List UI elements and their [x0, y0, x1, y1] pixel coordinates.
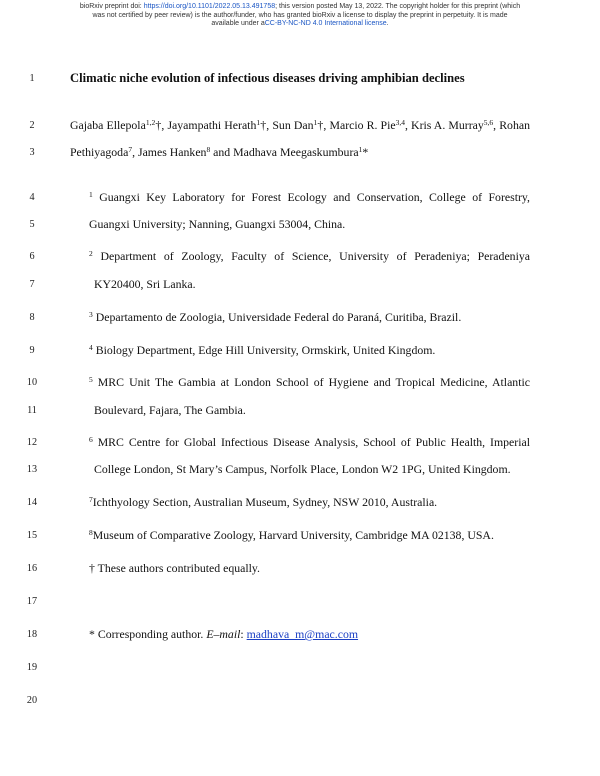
paper-title: Climatic niche evolution of infectious diseases driving amphibian declines [70, 71, 465, 85]
equal-contribution-note: † These authors contributed equally. [89, 561, 261, 575]
line-number: 10 [26, 377, 38, 388]
affiliation-1-cont: Guangxi University; Nanning, Guangxi 53004, China. [89, 217, 346, 231]
line-number: 18 [26, 629, 38, 640]
affiliation-1: $^1$ Guangxi Key Laboratory for Forest Ecology and Conservation, College of Forestry, [89, 190, 530, 204]
line-number: 15 [26, 530, 38, 541]
line-number: 3 [29, 147, 35, 158]
email-link[interactable]: madhava_m@mac.com [246, 627, 359, 641]
header-line-3: available under aCC-BY-NC-ND 4.0 International license. [211, 20, 389, 28]
affiliation-2-cont: KY20400, Sri Lanka. [94, 277, 196, 291]
line-number: 11 [27, 405, 37, 416]
line-number: 14 [26, 497, 38, 508]
header-line-2: was not certified by peer review) is the author/funder, who has granted bioRxiv a license to display the preprint in perpetuity. It is made [92, 11, 508, 19]
line-number: 17 [26, 596, 38, 607]
affiliation-5: $^5$ MRC Unit The Gambia at London School of Hygiene and Tropical Medicine, Atlantic [89, 375, 530, 389]
doi-link[interactable]: https://doi.org/10.1101/2022.05.13.491758 [143, 3, 276, 10]
line-number: 2 [29, 120, 35, 131]
line-number: 20 [26, 695, 38, 706]
line-number: 9 [29, 345, 35, 356]
line-number: 12 [26, 437, 38, 448]
line-number: 1 [29, 73, 35, 84]
affiliation-7: $^7$Ichthyology Section, Australian Museum, Sydney, NSW 2010, Australia. [89, 495, 438, 509]
line-number: 5 [29, 219, 35, 230]
affiliation-3: $^3$ Departamento de Zoologia, Universidade Federal do Paraná, Curitiba, Brazil. [89, 310, 462, 324]
affiliation-6: $^6$ MRC Centre for Global Infectious Disease Analysis, School of Public Health, Imperial [89, 435, 530, 449]
corresponding-author-note: * Corresponding author. E–mail: madhava_m@mac.com [89, 627, 359, 641]
license-link[interactable]: CC-BY-NC-ND 4.0 International license [264, 20, 387, 28]
affiliation-5-cont: Boulevard, Fajara, The Gambia. [94, 403, 246, 417]
line-number: 13 [26, 464, 38, 475]
line-number: 4 [29, 192, 35, 203]
affiliation-4: $^4$ Biology Department, Edge Hill University, Ormskirk, United Kingdom. [89, 343, 436, 357]
line-number: 8 [29, 312, 35, 323]
header-line-1: bioRxiv preprint doi: https://doi.org/10.1101/2022.05.13.491758; this version posted May 13, 2022. The copyright holder for this preprint (which [79, 3, 521, 10]
line-number: 7 [29, 279, 35, 290]
line-number: 16 [26, 563, 38, 574]
author-line-2: Pethiyagoda$^7$, James Hanken$^8$ and Madhava Meegaskumbura$^1$* [70, 145, 369, 159]
affiliation-6-cont: College London, St Mary’s Campus, Norfolk Place, London W2 1PG, United Kingdom. [94, 462, 511, 476]
author-line-1: Gajaba Ellepola$^{1,2}$†, Jayampathi Herath$^1$†, Sun Dan$^1$†, Marcio R. Pie$^{3,4}$, Kris A. Murray$^{5,6}$, Rohan [70, 118, 530, 132]
line-number: 19 [26, 662, 38, 673]
affiliation-2: $^2$ Department of Zoology, Faculty of Science, University of Peradeniya; Peradeniya [89, 249, 530, 263]
affiliation-8: $^8$Museum of Comparative Zoology, Harvard University, Cambridge MA 02138, USA. [89, 528, 494, 542]
line-number: 6 [29, 251, 35, 262]
preprint-header [40, 3, 560, 29]
